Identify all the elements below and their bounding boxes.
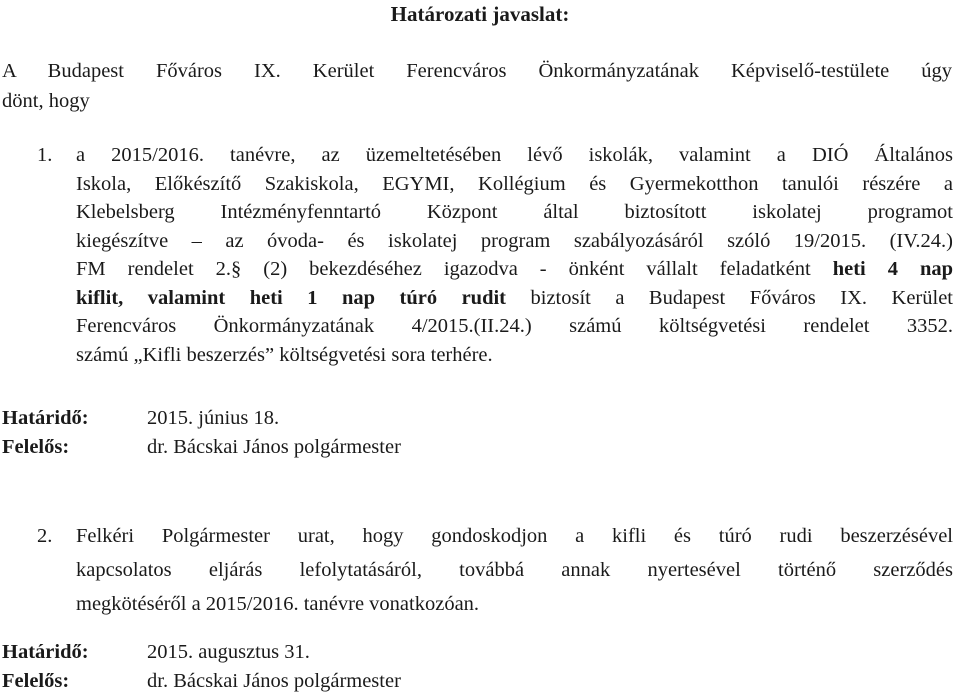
- item-2-line-2: kapcsolatos eljárás lefolytatásáról, továbbá annak nyertesével történő szerződés: [76, 559, 953, 581]
- intro-paragraph: [2, 56, 952, 116]
- responsible-2-value: dr. Bácskai János polgármester: [147, 670, 401, 692]
- item-2-line-1: Felkéri Polgármester urat, hogy gondoskodjon a kifli és túró rudi beszerzésével: [76, 525, 953, 547]
- responsible-1-value: dr. Bácskai János polgármester: [147, 436, 401, 458]
- item-2-line-3: megkötéséről a 2015/2016. tanévre vonatkozóan.: [76, 593, 480, 615]
- responsible-2-label: Felelős:: [2, 670, 70, 692]
- item-1-line-7: Ferencváros Önkormányzatának 4/2015.(II.24.) számú költségvetési rendelet 3352.: [76, 315, 953, 337]
- deadline-1-value: 2015. június 18.: [147, 407, 280, 429]
- item-2-paragraph: [76, 519, 953, 621]
- item-1-line-6-bold: kiflit, valamint heti 1 nap túró rudit: [76, 286, 506, 309]
- item-1-number: 1.: [37, 144, 53, 166]
- item-1-line-4: kiegészítve – az óvoda- és iskolatej program szabályozásáról szóló 19/2015. (IV.24.): [76, 229, 953, 252]
- responsible-1: [2, 433, 401, 461]
- intro-line-2: dönt, hogy: [2, 90, 90, 112]
- item-1-line-1: a 2015/2016. tanévre, az üzemeltetésében lévő iskolák, valamint a DIÓ Általános: [76, 144, 953, 166]
- deadline-1: [2, 404, 279, 432]
- deadline-1-label: Határidő:: [2, 407, 89, 429]
- item-1-paragraph: [76, 141, 953, 369]
- responsible-2: [2, 667, 401, 695]
- document-title: Határozati javaslat:: [390, 2, 570, 26]
- item-1-line-6-text: biztosít a Budapest Főváros IX. Kerület: [506, 286, 953, 309]
- deadline-2: [2, 638, 310, 666]
- item-1-line-3: Klebelsberg Intézményfenntartó Központ által biztosított iskolatej programot: [76, 201, 953, 223]
- section-sign-icon: §: [231, 258, 242, 280]
- item-1-line-2: Iskola, Előkészítő Szakiskola, EGYMI, Kollégium és Gyermekotthon tanulói részére a: [76, 172, 953, 195]
- deadline-2-label: Határidő:: [2, 641, 89, 663]
- item-1-line-8: számú „Kifli beszerzés” költségvetési sora terhére.: [76, 343, 493, 366]
- item-2-number: 2.: [37, 525, 53, 547]
- item-1-line-5-text: FM rendelet 2.: [76, 258, 232, 280]
- intro-line-1: A Budapest Főváros IX. Kerület Ferencváros Önkormányzatának Képviselő-testülete úgy: [2, 60, 952, 82]
- deadline-2-value: 2015. augusztus 31.: [147, 641, 310, 663]
- responsible-1-label: Felelős:: [2, 436, 70, 458]
- item-1-line-5-bold: heti 4 nap: [832, 258, 953, 280]
- item-1-line-5-rest: (2) bekezdéséhez igazodva - önként vállalt feladatként: [241, 258, 833, 280]
- item-1-line-5: [76, 255, 953, 284]
- item-1-line-6: [76, 284, 953, 313]
